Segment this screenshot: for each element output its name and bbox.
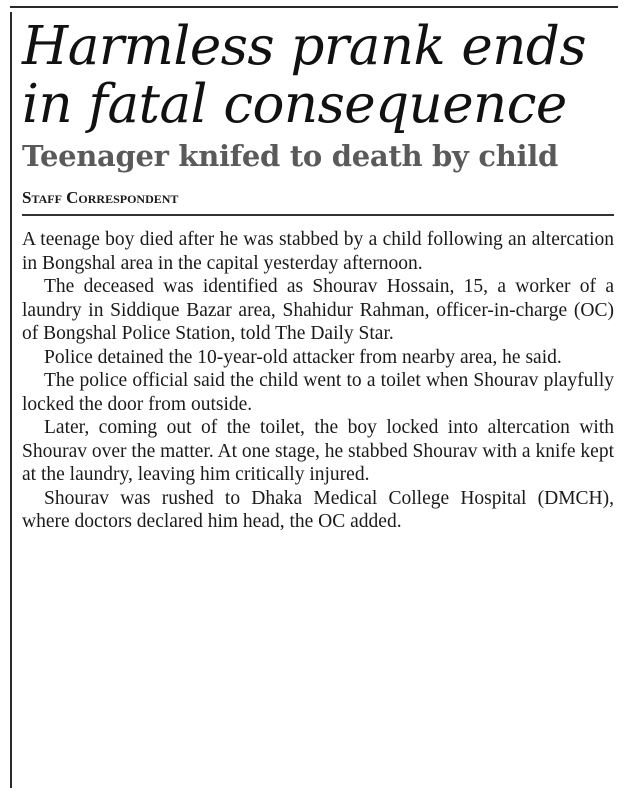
paragraph-1: A teenage boy died after he was stabbed by a child following an altercation in Bongshal area in the capital yesterday afternoon.	[22, 229, 614, 274]
headline	[22, 18, 614, 134]
subheadline: Teenager knifed to death by child	[22, 139, 558, 173]
headline-line-1: Harmless prank ends	[22, 16, 587, 77]
paragraph-4: The police official said the child went to a toilet when Shourav playfully locked the door from outside.	[22, 370, 614, 415]
headline-line-2: in fatal consequence	[22, 74, 567, 135]
article-body	[22, 228, 614, 534]
byline: Staff Correspondent	[22, 188, 614, 216]
news-article	[22, 18, 614, 534]
paragraph-2: The deceased was identified as Shourav Hossain, 15, a worker of a laundry in Siddique Bazar area, Shahidur Rahman, officer-in-charge (OC) of Bongshal Police Station, told The Daily Star.	[22, 276, 614, 344]
left-border-rule	[10, 12, 12, 788]
paragraph-6: Shourav was rushed to Dhaka Medical College Hospital (DMCH), where doctors declared him head, the OC added.	[22, 487, 614, 532]
paragraph-3: Police detained the 10-year-old attacker from nearby area, he said.	[44, 346, 562, 368]
top-border-rule	[10, 6, 618, 8]
paragraph-5: Later, coming out of the toilet, the boy locked into altercation with Shourav over the matter. At one stage, he stabbed Shourav with a knife kept at the laundry, leaving him critically injured.	[22, 417, 614, 485]
